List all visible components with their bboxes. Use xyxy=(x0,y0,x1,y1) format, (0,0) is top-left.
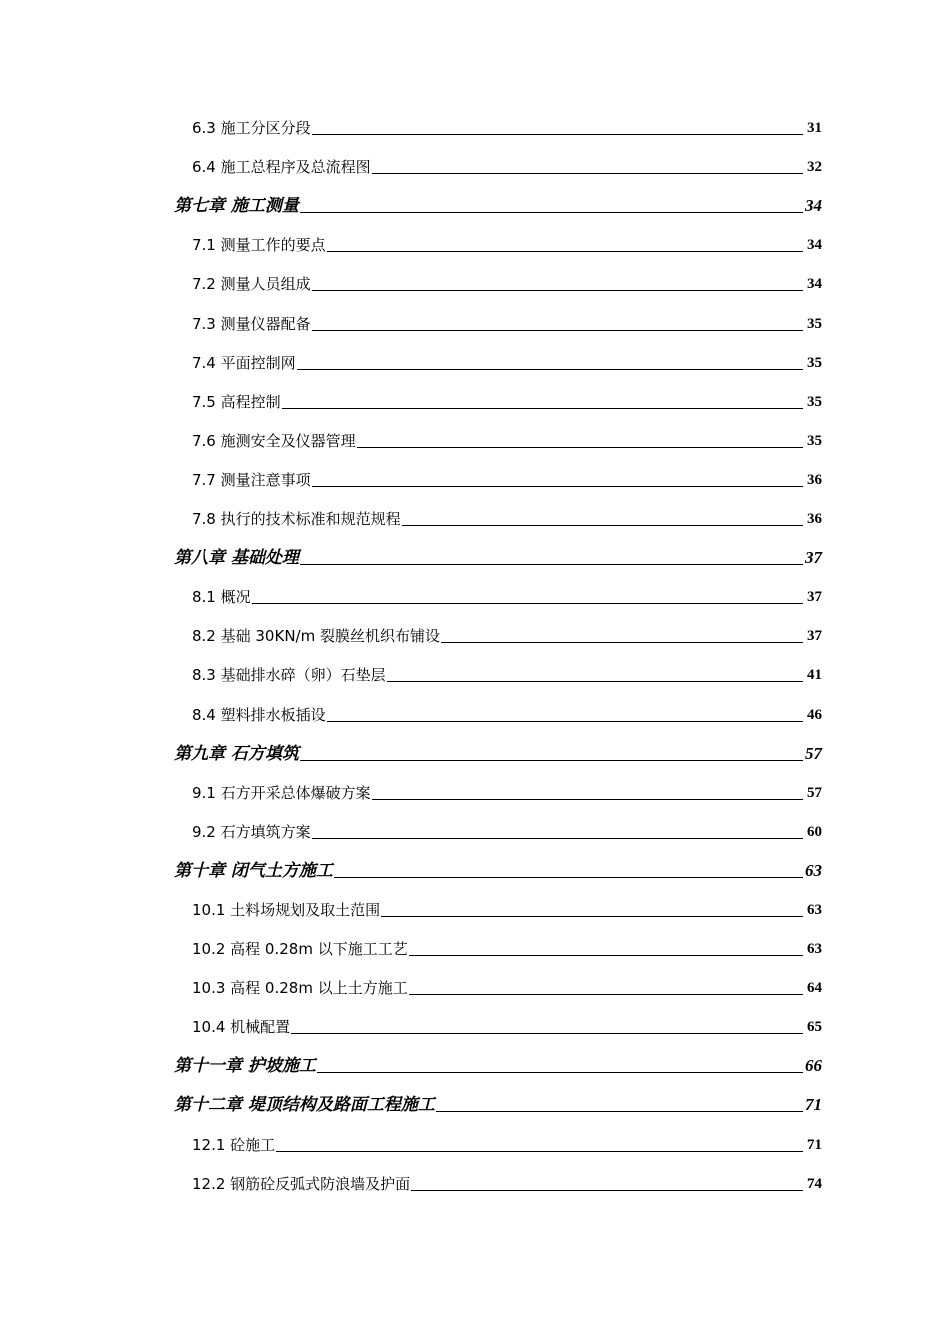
toc-leader-line xyxy=(312,134,803,135)
toc-page-number: 35 xyxy=(807,315,822,332)
toc-section-entry[interactable] xyxy=(0,262,950,301)
toc-section-entry[interactable] xyxy=(0,106,950,145)
toc-section-entry[interactable] xyxy=(0,966,950,1005)
toc-page-number: 32 xyxy=(807,159,822,176)
toc-leader-line xyxy=(282,408,803,409)
toc-page-number: 34 xyxy=(807,237,822,254)
toc-entry-title: 6.3 施工分区分段 xyxy=(192,119,311,138)
toc-section-entry[interactable] xyxy=(0,1005,950,1044)
toc-entry-title: 12.2 钢筋砼反弧式防浪墙及护面 xyxy=(192,1174,411,1193)
toc-chapter-entry[interactable] xyxy=(0,732,950,771)
toc-leader-line xyxy=(409,994,803,995)
toc-page-number: 46 xyxy=(807,706,822,723)
toc-entry-title: 第十章 闭气土方施工 xyxy=(174,860,333,881)
toc-entry-title: 7.8 执行的技术标准和规范规程 xyxy=(192,510,401,529)
toc-leader-line xyxy=(312,486,803,487)
toc-section-entry[interactable] xyxy=(0,223,950,262)
toc-entry-title: 8.1 概况 xyxy=(192,588,251,607)
toc-page-number: 65 xyxy=(807,1019,822,1036)
toc-entry-title: 10.4 机械配置 xyxy=(192,1018,291,1037)
toc-chapter-entry[interactable] xyxy=(0,536,950,575)
toc-leader-line xyxy=(317,1072,803,1073)
toc-entry-title: 7.1 测量工作的要点 xyxy=(192,236,326,255)
toc-chapter-entry[interactable] xyxy=(0,1083,950,1122)
toc-section-entry[interactable] xyxy=(0,614,950,653)
toc-entry-title: 7.2 测量人员组成 xyxy=(192,275,311,294)
toc-section-entry[interactable] xyxy=(0,145,950,184)
toc-entry-title: 第九章 石方填筑 xyxy=(174,743,299,764)
toc-entry-title: 7.3 测量仪器配备 xyxy=(192,314,311,333)
toc-page-number: 34 xyxy=(805,196,822,216)
toc-page-number: 35 xyxy=(807,432,822,449)
toc-entry-title: 8.4 塑料排水板插设 xyxy=(192,705,326,724)
toc-page-number: 37 xyxy=(807,589,822,606)
toc-leader-line xyxy=(411,1190,803,1191)
toc-entry-title: 第十一章 护坡施工 xyxy=(174,1056,316,1077)
toc-chapter-entry[interactable] xyxy=(0,849,950,888)
toc-page-number: 60 xyxy=(807,823,822,840)
toc-section-entry[interactable] xyxy=(0,497,950,536)
toc-page-number: 36 xyxy=(807,511,822,528)
toc-page-number: 34 xyxy=(807,276,822,293)
toc-leader-line xyxy=(327,251,803,252)
toc-entry-title: 6.4 施工总程序及总流程图 xyxy=(192,158,371,177)
toc-page-number: 35 xyxy=(807,354,822,371)
toc-entry-title: 7.4 平面控制网 xyxy=(192,353,296,372)
toc-page-number: 37 xyxy=(805,548,822,568)
toc-leader-line xyxy=(252,603,803,604)
toc-page-number: 41 xyxy=(807,667,822,684)
toc-leader-line xyxy=(409,955,803,956)
toc-page-number: 71 xyxy=(805,1095,822,1115)
toc-entry-title: 7.7 测量注意事项 xyxy=(192,470,311,489)
toc-leader-line xyxy=(372,799,803,800)
toc-entry-title: 9.1 石方开采总体爆破方案 xyxy=(192,783,371,802)
toc-page-number: 71 xyxy=(807,1136,822,1153)
toc-section-entry[interactable] xyxy=(0,575,950,614)
toc-section-entry[interactable] xyxy=(0,653,950,692)
toc-leader-line xyxy=(312,838,803,839)
toc-leader-line xyxy=(436,1111,803,1112)
toc-entry-title: 12.1 砼施工 xyxy=(192,1135,276,1154)
toc-leader-line xyxy=(387,681,803,682)
toc-page-number: 66 xyxy=(805,1056,822,1076)
toc-section-entry[interactable] xyxy=(0,692,950,731)
toc-page-number: 63 xyxy=(807,901,822,918)
toc-page-number: 37 xyxy=(807,628,822,645)
toc-entry-title: 7.6 施测安全及仪器管理 xyxy=(192,431,356,450)
toc-leader-line xyxy=(312,330,803,331)
toc-leader-line xyxy=(297,369,803,370)
toc-entry-title: 9.2 石方填筑方案 xyxy=(192,822,311,841)
toc-section-entry[interactable] xyxy=(0,341,950,380)
toc-page-number: 35 xyxy=(807,393,822,410)
toc-page-number: 63 xyxy=(807,941,822,958)
table-of-contents xyxy=(0,106,950,1201)
toc-page-number: 36 xyxy=(807,471,822,488)
toc-entry-title: 10.2 高程 0.28m 以下施工工艺 xyxy=(192,940,408,959)
toc-leader-line xyxy=(357,447,803,448)
toc-page-number: 74 xyxy=(807,1175,822,1192)
toc-entry-title: 8.3 基础排水碎（卵）石垫层 xyxy=(192,666,386,685)
toc-section-entry[interactable] xyxy=(0,1162,950,1201)
toc-entry-title: 10.1 土料场规划及取土范围 xyxy=(192,900,381,919)
toc-chapter-entry[interactable] xyxy=(0,1044,950,1083)
toc-leader-line xyxy=(300,212,803,213)
toc-entry-title: 第十二章 堤顶结构及路面工程施工 xyxy=(174,1095,435,1116)
toc-leader-line xyxy=(300,760,803,761)
toc-page-number: 57 xyxy=(805,743,822,763)
toc-section-entry[interactable] xyxy=(0,1122,950,1161)
toc-leader-line xyxy=(441,642,803,643)
toc-section-entry[interactable] xyxy=(0,380,950,419)
toc-section-entry[interactable] xyxy=(0,771,950,810)
toc-entry-title: 8.2 基础 30KN/m 裂膜丝机织布铺设 xyxy=(192,627,440,646)
toc-leader-line xyxy=(327,721,803,722)
toc-section-entry[interactable] xyxy=(0,419,950,458)
toc-leader-line xyxy=(300,564,803,565)
toc-leader-line xyxy=(372,173,803,174)
toc-leader-line xyxy=(402,525,803,526)
toc-page-number: 63 xyxy=(805,860,822,880)
toc-chapter-entry[interactable] xyxy=(0,184,950,223)
toc-leader-line xyxy=(312,290,803,291)
toc-section-entry[interactable] xyxy=(0,888,950,927)
toc-leader-line xyxy=(334,877,803,878)
toc-entry-title: 10.3 高程 0.28m 以上土方施工 xyxy=(192,979,408,998)
toc-section-entry[interactable] xyxy=(0,458,950,497)
toc-page-number: 64 xyxy=(807,980,822,997)
toc-entry-title: 7.5 高程控制 xyxy=(192,392,281,411)
toc-leader-line xyxy=(291,1033,803,1034)
toc-section-entry[interactable] xyxy=(0,927,950,966)
toc-entry-title: 第七章 施工测量 xyxy=(174,196,299,217)
toc-page-number: 31 xyxy=(807,120,822,137)
toc-section-entry[interactable] xyxy=(0,810,950,849)
toc-entry-title: 第八章 基础处理 xyxy=(174,548,299,569)
toc-leader-line xyxy=(381,916,803,917)
toc-page-number: 57 xyxy=(807,784,822,801)
toc-section-entry[interactable] xyxy=(0,301,950,340)
toc-leader-line xyxy=(276,1151,803,1152)
